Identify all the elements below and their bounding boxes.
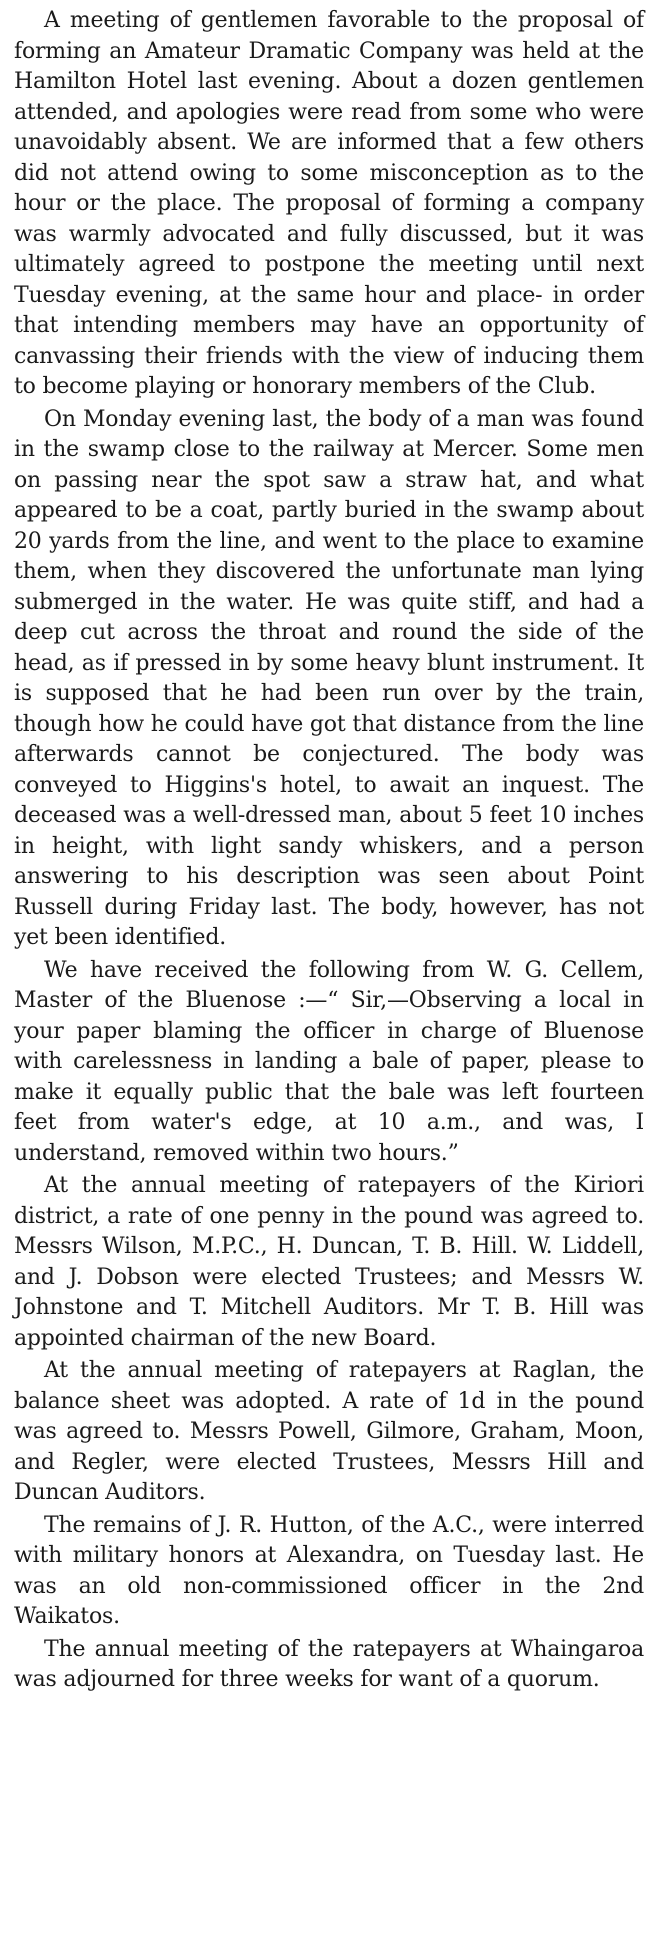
paragraph-bluenose-letter: We have received the following from W. G. Cellem, Master of the Bluenose :—“ Sir,—Observing a local in your paper blaming the officer in charge of Bluenose with carelessness in landing a bale of paper, please to make it equally public that the bale was left fourteen feet from water's edge, at 10 a.m., and was, I understand, removed within two hours.” xyxy=(14,957,644,1166)
paragraph-raglan-meeting: At the annual meeting of ratepayers at Raglan, the balance sheet was adopted. A rate of 1d in the pound was agreed to. Messrs Powell, Gilmore, Graham, Moon, and Regler, were elected Trustees, Messrs Hill and Duncan Auditors. xyxy=(14,1358,644,1505)
paragraph-body-found: On Monday evening last, the body of a man was found in the swamp close to the railway at Mercer. Some men on passing near the spot saw a straw hat, and what appeared to be a coat, partly buried in the swamp about 20 yards from the line, and went to the place to examine them, when they discovered the unfortunate man lying submerged in the water. He was quite stiff, and had a deep cut across the throat and round the side of the head, as if pressed in by some heavy blunt instrument. It is supposed that he had been run over by the train, though how he could have got that distance from the line afterwards cannot be conjectured. The body was conveyed to Higgins's hotel, to await an inquest. The deceased was a well-dressed man, about 5 feet 10 inches in height, with light sandy whiskers, and a person answering to his description was seen about Point Russell during Friday last. The body, however, has not yet been identified. xyxy=(14,406,644,950)
newspaper-column xyxy=(14,6,644,1698)
paragraph-whaingaroa-meeting: The annual meeting of the ratepayers at Whaingaroa was adjourned for three weeks for want of a quorum. xyxy=(14,1636,644,1692)
paragraph-dramatic-company: A meeting of gentlemen favorable to the proposal of forming an Amateur Dramatic Company was held at the Hamilton Hotel last evening. About a dozen gentlemen attended, and apologies were read from some who were unavoidably absent. We are informed that a few others did not attend owing to some misconception as to the hour or the place. The proposal of forming a company was warmly advocated and fully discussed, but it was ultimately agreed to postpone the meeting until next Tuesday evening, at the same hour and place- in order that intending members may have an opportunity of canvassing their friends with the view of inducing them to become playing or honorary members of the Club. xyxy=(14,8,644,399)
paragraph-hutton-funeral: The remains of J. R. Hutton, of the A.C., were interred with military honors at Alexandra, on Tuesday last. He was an old non-commissioned officer in the 2nd Waikatos. xyxy=(14,1512,644,1629)
paragraph-kiriori-meeting: At the annual meeting of ratepayers of the Kiriori district, a rate of one penny in the pound was agreed to. Messrs Wilson, M.P.C., H. Duncan, T. B. Hill. W. Liddell, and J. Dobson were elected Trustees; and Messrs W. Johnstone and T. Mitchell Auditors. Mr T. B. Hill was appointed chairman of the new Board. xyxy=(14,1173,644,1351)
